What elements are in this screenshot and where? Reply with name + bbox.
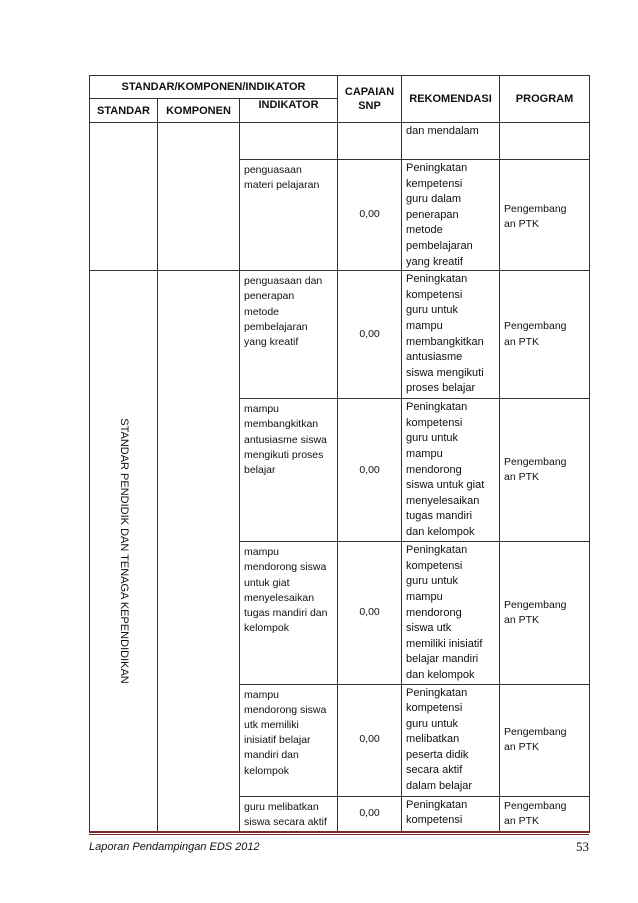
table-row [90,123,590,160]
indikator-cell: mampu mendorong siswa utk memiliki inisiatif belajar mandiri dan kelompok [240,684,338,796]
standar-cell [90,271,158,832]
rekomendasi-cell: Peningkatan kompetensi guru untuk melibatkan peserta didik secara aktif dalam belajar [402,684,500,796]
program-cell: Pengembang an PTK [500,796,590,832]
eds-table [89,75,590,833]
indikator-cell: penguasaan dan penerapan metode pembelajaran yang kreatif [240,271,338,399]
capaian-cell: 0,00 [338,399,402,542]
program-cell: Pengembang an PTK [500,684,590,796]
capaian-cell: 0,00 [338,160,402,271]
header-rekomendasi: REKOMENDASI [402,76,500,123]
indikator-cell: guru melibatkan siswa secara aktif [240,796,338,832]
standar-label: STANDAR PENDIDIK DAN TENAGA KEPENDIDIKAN [117,418,130,685]
header-komponen: KOMPONEN [158,99,240,123]
program-cell: Pengembang an PTK [500,399,590,542]
indikator-cell: mampu membangkitkan antusiasme siswa mengikuti proses belajar [240,399,338,542]
header-standar: STANDAR [90,99,158,123]
rekomendasi-cell: Peningkatan kompetensi guru untuk mampu mendorong siswa utk memiliki inisiatif belajar mandiri dan kelompok [402,542,500,684]
footer-rule-thin [89,834,589,835]
indikator-cell: penguasaan materi pelajaran [240,160,338,271]
indikator-cell: mampu mendorong siswa untuk giat menyelesaikan tugas mandiri dan kelompok [240,542,338,684]
program-cell: Pengembang an PTK [500,160,590,271]
rekomendasi-cell: Peningkatan kompetensi guru untuk mampu membangkitkan antusiasme siswa mengikuti proses belajar [402,271,500,399]
header-program: PROGRAM [500,76,590,123]
rekomendasi-cell: dan mendalam [402,123,500,160]
footer-rule-thick [89,831,589,833]
komponen-cell-top [158,123,240,271]
komponen-cell [158,271,240,832]
standar-cell-top [90,123,158,271]
table-row [90,271,590,399]
header-capaian-snp: CAPAIAN SNP [338,76,402,123]
capaian-cell: 0,00 [338,542,402,684]
rekomendasi-cell: Peningkatan kompetensi guru untuk mampu mendorong siswa untuk giat menyelesaikan tugas mandiri dan kelompok [402,399,500,542]
capaian-cell: 0,00 [338,684,402,796]
footer-report-title: Laporan Pendampingan EDS 2012 [89,841,260,853]
capaian-cell [338,123,402,160]
program-cell: Pengembang an PTK [500,271,590,399]
rekomendasi-cell: Peningkatan kempetensi guru dalam penerapan metode pembelajaran yang kreatif [402,160,500,271]
indikator-cell [240,123,338,160]
capaian-cell: 0,00 [338,271,402,399]
header-standar-komponen-indikator: STANDAR/KOMPONEN/INDIKATOR [90,76,338,99]
page-number: 53 [576,839,589,854]
capaian-cell: 0,00 [338,796,402,832]
rekomendasi-cell: Peningkatan kompetensi [402,796,500,832]
program-cell: Pengembang an PTK [500,542,590,684]
header-indikator: INDIKATOR [240,99,338,123]
program-cell [500,123,590,160]
